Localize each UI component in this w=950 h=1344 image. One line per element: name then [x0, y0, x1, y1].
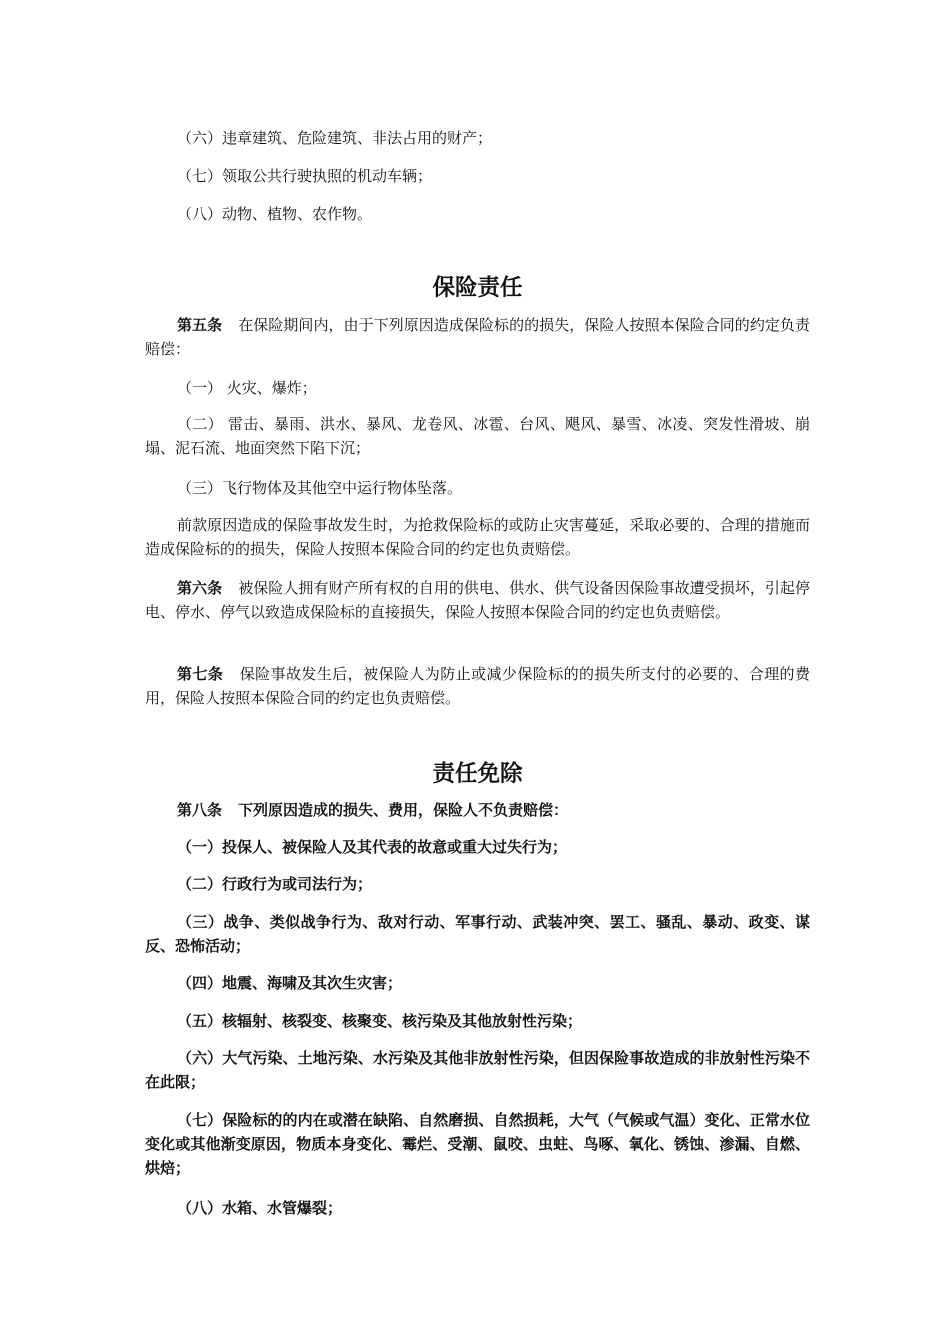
article-8-label: 第八条: [177, 801, 223, 819]
liability-note: 前款原因造成的保险事故发生时，为抢救保险标的或防止灾害蔓延，采取必要的、合理的措施而造成保险标的的损失，保险人按照本保险合同的约定也负责赔偿。: [145, 516, 810, 558]
article-8-text: 下列原因造成的损失、费用，保险人不负责赔偿：: [238, 801, 569, 819]
article-6: [145, 576, 810, 624]
section-heading-exclusions: 责任免除: [432, 761, 523, 787]
article-6-text: 被保险人拥有财产所有权的自用的供电、供水、供气设备因保险事故遭受损坏，引起停电、停水、停气以致造成保险标的直接损失，保险人按照本保险合同的约定也负责赔偿。: [145, 579, 810, 621]
exclusion-item-2: （二）行政行为或司法行为；: [177, 875, 373, 893]
liability-item-3: （三）飞行物体及其他空中运行物体坠落。: [177, 479, 463, 497]
article-5-text: 在保险期间内，由于下列原因造成保险标的的损失，保险人按照本保险合同的约定负责赔偿：: [145, 316, 810, 358]
exclusion-item-6-pollution: （六）大气污染、土地污染、水污染及其他非放射性污染，但因保险事故造成的非放射性污染不在此限；: [145, 1049, 810, 1091]
exclusion-item-8: （八）动物、植物、农作物。: [177, 205, 373, 223]
section-heading-liability: 保险责任: [432, 275, 523, 301]
exclusion-item-1: （一）投保人、被保险人及其代表的故意或重大过失行为；: [177, 838, 568, 856]
article-8: [145, 798, 810, 822]
article-7: [145, 662, 810, 710]
article-5: [145, 313, 810, 361]
exclusion-item-7: （七）保险标的的内在或潜在缺陷、自然磨损、自然损耗，大气（气候或气温）变化、正常水位变化或其他渐变原因，物质本身变化、霉烂、受潮、鼠咬、虫蛀、鸟啄、氧化、锈蚀、渗漏、自燃、烘焙；: [145, 1111, 810, 1177]
article-6-label: 第六条: [177, 579, 223, 597]
exclusion-item-7: （七）领取公共行驶执照的机动车辆；: [177, 167, 433, 185]
liability-item-1: （一） 火灾、爆炸；: [177, 379, 317, 397]
exclusion-item-8-water: （八）水箱、水管爆裂；: [177, 1199, 343, 1217]
exclusion-item-4: （四）地震、海啸及其次生灾害；: [177, 974, 403, 992]
exclusion-item-5: （五）核辐射、核裂变、核聚变、核污染及其他放射性污染；: [177, 1012, 583, 1030]
article-5-label: 第五条: [177, 316, 223, 334]
article-7-text: 保险事故发生后，被保险人为防止或减少保险标的的损失所支付的必要的、合理的费用，保险人按照本保险合同的约定也负责赔偿。: [145, 665, 810, 707]
liability-item-2: （二） 雷击、暴雨、洪水、暴风、龙卷风、冰雹、台风、飓风、暴雪、冰凌、突发性滑坡、崩塌、泥石流、地面突然下陷下沉；: [145, 415, 810, 457]
exclusion-item-3: （三）战争、类似战争行为、敌对行动、军事行动、武装冲突、罢工、骚乱、暴动、政变、谋反、恐怖活动；: [145, 913, 810, 955]
exclusion-item-6: （六）违章建筑、危险建筑、非法占用的财产；: [177, 129, 493, 147]
article-7-label: 第七条: [177, 665, 224, 683]
